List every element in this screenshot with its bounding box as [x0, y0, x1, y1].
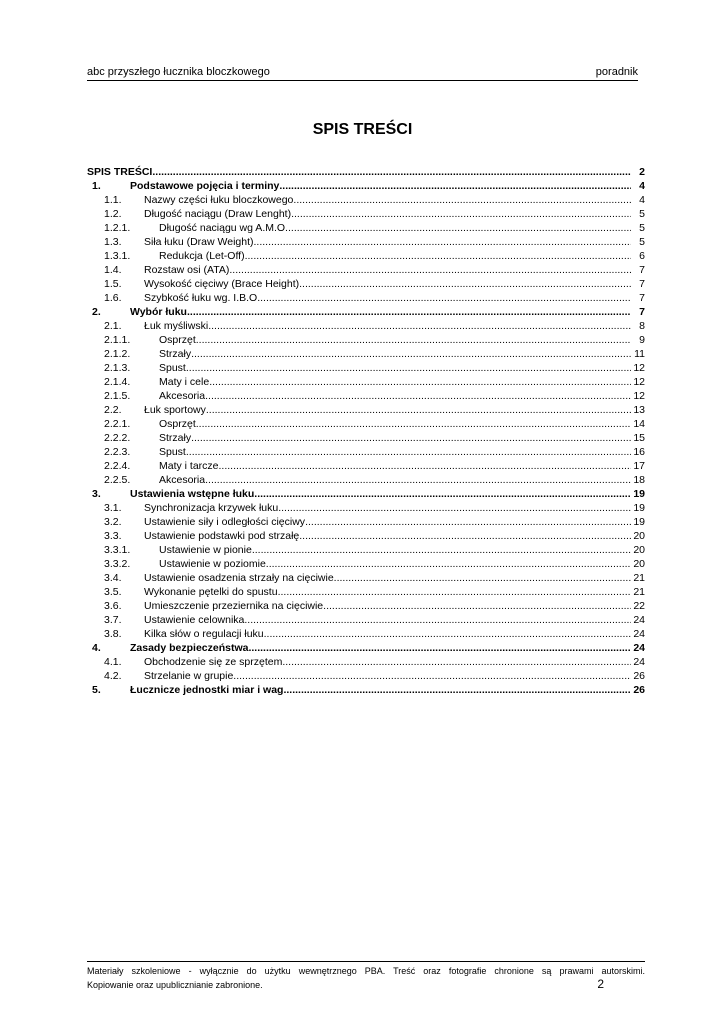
toc-entry[interactable] [87, 515, 645, 529]
toc-entry-label-wrap [159, 557, 631, 571]
toc-dot-leader [186, 445, 631, 459]
toc-entry-label-wrap [159, 333, 631, 347]
toc-entry-label: Wykonanie pętelki do spustu [144, 586, 278, 598]
toc-entry[interactable] [87, 221, 645, 235]
toc-entry[interactable] [87, 669, 645, 683]
toc-entry[interactable] [87, 389, 645, 403]
toc-dot-leader [245, 249, 631, 263]
toc-entry-label: Długość naciągu (Draw Lenght) [144, 208, 292, 220]
toc-entry[interactable] [87, 305, 645, 319]
toc-entry-label-wrap [159, 221, 631, 235]
toc-entry-number: 2.2.4. [104, 460, 131, 472]
toc-entry-page: 20 [633, 558, 645, 570]
toc-entry-page: 8 [639, 320, 645, 332]
toc-entry-label-wrap [144, 613, 631, 627]
toc-entry-label-wrap [159, 459, 631, 473]
toc-entry[interactable] [87, 557, 645, 571]
toc-dot-leader [196, 333, 631, 347]
toc-entry-label-wrap [144, 207, 631, 221]
toc-dot-leader [305, 515, 631, 529]
table-of-contents [87, 165, 645, 697]
toc-dot-leader [264, 627, 631, 641]
toc-entry-label-wrap [144, 291, 631, 305]
toc-entry-page: 26 [633, 670, 645, 682]
toc-entry-label-wrap [144, 403, 631, 417]
toc-entry-number: 2.1.5. [104, 390, 131, 402]
toc-entry[interactable] [87, 641, 645, 655]
toc-dot-leader [219, 459, 631, 473]
toc-entry-page: 7 [639, 278, 645, 290]
toc-dot-leader [254, 487, 631, 501]
toc-entry-label-wrap [159, 361, 631, 375]
toc-entry[interactable] [87, 613, 645, 627]
toc-entry-label-wrap [159, 347, 631, 361]
toc-entry-label: Długość naciągu wg A.M.O. [159, 222, 288, 234]
toc-dot-leader [196, 417, 631, 431]
toc-entry-page: 14 [633, 418, 645, 430]
toc-entry-number: 3.2. [104, 516, 122, 528]
toc-entry-number: 2.2.2. [104, 432, 131, 444]
toc-entry-label: Umieszczenie przeziernika na cięciwie [144, 600, 324, 612]
toc-dot-leader [299, 529, 631, 543]
toc-entry[interactable] [87, 683, 645, 697]
toc-entry[interactable] [87, 473, 645, 487]
toc-entry[interactable] [87, 529, 645, 543]
toc-entry-page: 9 [639, 334, 645, 346]
toc-entry-label: Spust [159, 362, 186, 374]
toc-dot-leader [244, 613, 631, 627]
toc-entry-label: Siła łuku (Draw Weight) [144, 236, 254, 248]
toc-entry-label: Łucznicze jednostki miar i wag [130, 684, 284, 696]
toc-entry-label-wrap [144, 655, 631, 669]
toc-entry-label-wrap [130, 305, 631, 319]
toc-entry-page: 20 [633, 530, 645, 542]
toc-entry-label-wrap [144, 319, 631, 333]
toc-entry-page: 2 [639, 166, 645, 178]
toc-entry-label-wrap [144, 193, 631, 207]
toc-entry-page: 4 [639, 194, 645, 206]
toc-entry-page: 21 [633, 586, 645, 598]
toc-entry[interactable] [87, 249, 645, 263]
toc-entry-page: 16 [633, 446, 645, 458]
toc-entry-number: 1.3.1. [104, 250, 131, 262]
toc-entry-number: 1.4. [104, 264, 122, 276]
toc-dot-leader [283, 683, 631, 697]
toc-entry-label: SPIS TREŚCI [87, 166, 153, 178]
toc-entry-number: 4.2. [104, 670, 122, 682]
toc-entry-page: 18 [633, 474, 645, 486]
toc-entry-label: Ustawienia wstępne łuku [130, 488, 255, 500]
toc-dot-leader [293, 193, 631, 207]
toc-entry[interactable] [87, 403, 645, 417]
toc-dot-leader [260, 291, 631, 305]
toc-entry-number: 3.3.1. [104, 544, 131, 556]
page-footer [87, 961, 645, 992]
toc-entry-label: Zasady bezpieczeństwa [130, 642, 249, 654]
toc-entry-page: 15 [633, 432, 645, 444]
toc-entry-label-wrap [144, 235, 631, 249]
toc-entry-page: 12 [633, 390, 645, 402]
toc-entry-number: 1.1. [104, 194, 122, 206]
toc-entry-number: 3.4. [104, 572, 122, 584]
toc-entry-page: 19 [633, 488, 645, 500]
toc-entry-label-wrap [159, 431, 631, 445]
toc-entry-number: 1.6. [104, 292, 122, 304]
toc-entry-number: 3.5. [104, 586, 122, 598]
toc-dot-leader [282, 655, 631, 669]
toc-entry-page: 24 [633, 628, 645, 640]
toc-entry-number: 3.7. [104, 614, 122, 626]
toc-entry-label: Synchronizacja krzywek łuku [144, 502, 279, 514]
toc-entry[interactable] [87, 263, 645, 277]
toc-entry-page: 6 [639, 250, 645, 262]
toc-entry-label: Rozstaw osi (ATA) [144, 264, 230, 276]
toc-entry-label: Strzały [159, 432, 192, 444]
toc-entry-label-wrap [159, 417, 631, 431]
toc-entry-label: Obchodzenie się ze sprzętem [144, 656, 283, 668]
toc-entry[interactable] [87, 417, 645, 431]
toc-entry-number: 2. [92, 306, 101, 318]
toc-entry[interactable] [87, 445, 645, 459]
toc-entry[interactable] [87, 571, 645, 585]
toc-entry-label-wrap [130, 487, 631, 501]
toc-entry-label: Maty i cele [159, 376, 210, 388]
toc-entry-label: Podstawowe pojęcia i terminy [130, 180, 280, 192]
toc-dot-leader [323, 599, 631, 613]
page-header [87, 66, 638, 81]
toc-entry-number: 2.2.1. [104, 418, 131, 430]
toc-entry-number: 3.1. [104, 502, 122, 514]
toc-dot-leader [278, 501, 631, 515]
toc-entry-number: 1.2. [104, 208, 122, 220]
toc-dot-leader [152, 165, 631, 179]
toc-entry-label: Kilka słów o regulacji łuku [144, 628, 264, 640]
footer-copy-notice: Kopiowanie oraz upublicznianie zabronione. [87, 980, 263, 990]
toc-entry[interactable] [87, 599, 645, 613]
toc-entry-label: Ustawienie w poziomie [159, 558, 266, 570]
toc-entry-page: 17 [633, 460, 645, 472]
header-document-title: abc przyszłego łucznika bloczkowego [87, 66, 270, 78]
toc-entry-label: Łuk sportowy [144, 404, 206, 416]
toc-entry[interactable] [87, 333, 645, 347]
toc-dot-leader [186, 361, 631, 375]
toc-entry[interactable] [87, 361, 645, 375]
toc-dot-leader [252, 543, 631, 557]
toc-entry-number: 1.5. [104, 278, 122, 290]
toc-dot-leader [205, 473, 631, 487]
toc-entry-page: 19 [633, 502, 645, 514]
toc-entry-page: 24 [633, 614, 645, 626]
toc-dot-leader [205, 389, 631, 403]
toc-dot-leader [248, 641, 631, 655]
toc-entry[interactable] [87, 543, 645, 557]
toc-dot-leader [266, 557, 631, 571]
toc-entry-number: 2.2.3. [104, 446, 131, 458]
toc-entry-page: 24 [633, 642, 645, 654]
toc-entry-label-wrap [144, 627, 631, 641]
toc-dot-leader [209, 375, 631, 389]
toc-entry-label-wrap [144, 277, 631, 291]
toc-entry[interactable] [87, 585, 645, 599]
toc-entry-label: Ustawienie celownika [144, 614, 245, 626]
toc-entry-number: 3.3. [104, 530, 122, 542]
toc-entry-page: 7 [639, 264, 645, 276]
toc-entry[interactable] [87, 501, 645, 515]
toc-entry-label-wrap [130, 179, 631, 193]
toc-entry-page: 20 [633, 544, 645, 556]
toc-entry-page: 12 [633, 376, 645, 388]
toc-entry-label-wrap [159, 389, 631, 403]
toc-entry-label-wrap [159, 249, 631, 263]
toc-entry-label: Ustawienie w pionie [159, 544, 252, 556]
toc-entry[interactable] [87, 207, 645, 221]
toc-dot-leader [334, 571, 631, 585]
toc-entry-label: Wysokość cięciwy (Brace Height) [144, 278, 300, 290]
toc-dot-leader [206, 403, 631, 417]
toc-entry-label: Strzały [159, 348, 192, 360]
toc-entry-number: 2.1.4. [104, 376, 131, 388]
toc-entry[interactable] [87, 193, 645, 207]
toc-dot-leader [278, 585, 631, 599]
toc-entry-label: Strzelanie w grupie [144, 670, 234, 682]
toc-entry-number: 2.2. [104, 404, 122, 416]
header-section-label: poradnik [595, 66, 638, 78]
toc-entry-number: 3.6. [104, 600, 122, 612]
toc-entry-page: 7 [639, 306, 645, 318]
toc-dot-leader [187, 305, 631, 319]
toc-entry-page: 5 [639, 208, 645, 220]
toc-entry-label-wrap [130, 641, 631, 655]
toc-dot-leader [191, 431, 631, 445]
toc-entry-label: Ustawienie osadzenia strzały na cięciwie [144, 572, 334, 584]
toc-entry-page: 13 [633, 404, 645, 416]
toc-entry-page: 21 [633, 572, 645, 584]
toc-entry[interactable] [87, 627, 645, 641]
toc-entry[interactable] [87, 277, 645, 291]
footer-copyright-line: Materiały szkoleniowe - wyłącznie do użytku wewnętrznego PBA. Treść oraz fotografie chronione są prawami autorskimi. [87, 966, 645, 976]
toc-entry-label: Osprzęt [159, 334, 196, 346]
toc-entry[interactable] [87, 291, 645, 305]
toc-entry-number: 2.1. [104, 320, 122, 332]
toc-entry-label: Nazwy części łuku bloczkowego [144, 194, 294, 206]
toc-entry-number: 2.1.1. [104, 334, 131, 346]
toc-dot-leader [191, 347, 631, 361]
page-number: 2 [597, 977, 604, 991]
toc-entry-label-wrap [144, 585, 631, 599]
toc-entry-label-wrap [144, 263, 631, 277]
toc-entry-label-wrap [144, 669, 631, 683]
toc-entry[interactable] [87, 165, 645, 179]
toc-entry-page: 26 [633, 684, 645, 696]
toc-entry[interactable] [87, 459, 645, 473]
toc-entry-number: 1.2.1. [104, 222, 131, 234]
toc-entry-label: Osprzęt [159, 418, 196, 430]
toc-entry[interactable] [87, 347, 645, 361]
toc-entry-label: Ustawienie podstawki pod strzałę [144, 530, 300, 542]
toc-dot-leader [229, 263, 631, 277]
toc-entry-page: 12 [633, 362, 645, 374]
toc-dot-leader [299, 277, 631, 291]
toc-entry-label-wrap [159, 445, 631, 459]
toc-entry-label-wrap [144, 515, 631, 529]
toc-entry-number: 3. [92, 488, 101, 500]
toc-entry-number: 2.1.3. [104, 362, 131, 374]
toc-entry-label: Wybór łuku [130, 306, 187, 318]
toc-entry-label-wrap [159, 473, 631, 487]
toc-entry[interactable] [87, 235, 645, 249]
toc-entry-label: Maty i tarcze [159, 460, 219, 472]
toc-dot-leader [288, 221, 631, 235]
toc-entry-label-wrap [159, 375, 631, 389]
toc-dot-leader [291, 207, 631, 221]
toc-entry-page: 4 [639, 180, 645, 192]
toc-entry-number: 1.3. [104, 236, 122, 248]
toc-entry-page: 7 [639, 292, 645, 304]
toc-entry-number: 1. [92, 180, 101, 192]
toc-entry-label-wrap [87, 165, 631, 179]
toc-entry-page: 19 [633, 516, 645, 528]
toc-entry[interactable] [87, 431, 645, 445]
toc-entry-label-wrap [159, 543, 631, 557]
toc-entry-label: Redukcja (Let-Off) [159, 250, 245, 262]
toc-entry[interactable] [87, 375, 645, 389]
toc-entry-number: 4.1. [104, 656, 122, 668]
toc-dot-leader [254, 235, 631, 249]
toc-entry-label: Spust [159, 446, 186, 458]
toc-entry-number: 3.3.2. [104, 558, 131, 570]
toc-entry-number: 2.2.5. [104, 474, 131, 486]
toc-entry-number: 2.1.2. [104, 348, 131, 360]
toc-entry-label-wrap [144, 529, 631, 543]
toc-entry-label: Łuk myśliwski [144, 320, 209, 332]
toc-entry[interactable] [87, 319, 645, 333]
toc-entry-label: Szybkość łuku wg. I.B.O. [144, 292, 261, 304]
toc-entry-page: 22 [633, 600, 645, 612]
toc-dot-leader [208, 319, 631, 333]
toc-entry-page: 24 [633, 656, 645, 668]
toc-entry-number: 5. [92, 684, 101, 696]
toc-entry-label-wrap [144, 599, 631, 613]
toc-entry-label-wrap [144, 501, 631, 515]
toc-entry-label: Ustawienie siły i odległości cięciwy [144, 516, 306, 528]
toc-dot-leader [233, 669, 631, 683]
toc-entry[interactable] [87, 179, 645, 193]
toc-dot-leader [279, 179, 631, 193]
toc-entry-label-wrap [144, 571, 631, 585]
page-title: SPIS TREŚCI [312, 121, 413, 138]
toc-entry[interactable] [87, 655, 645, 669]
toc-entry-page: 5 [639, 222, 645, 234]
toc-entry-page: 11 [634, 348, 645, 360]
toc-entry-number: 3.8. [104, 628, 122, 640]
toc-entry-label-wrap [130, 683, 631, 697]
toc-entry-label: Akcesoria [159, 390, 206, 402]
toc-entry[interactable] [87, 487, 645, 501]
toc-entry-label: Akcesoria [159, 474, 206, 486]
toc-entry-page: 5 [639, 236, 645, 248]
toc-entry-number: 4. [92, 642, 101, 654]
